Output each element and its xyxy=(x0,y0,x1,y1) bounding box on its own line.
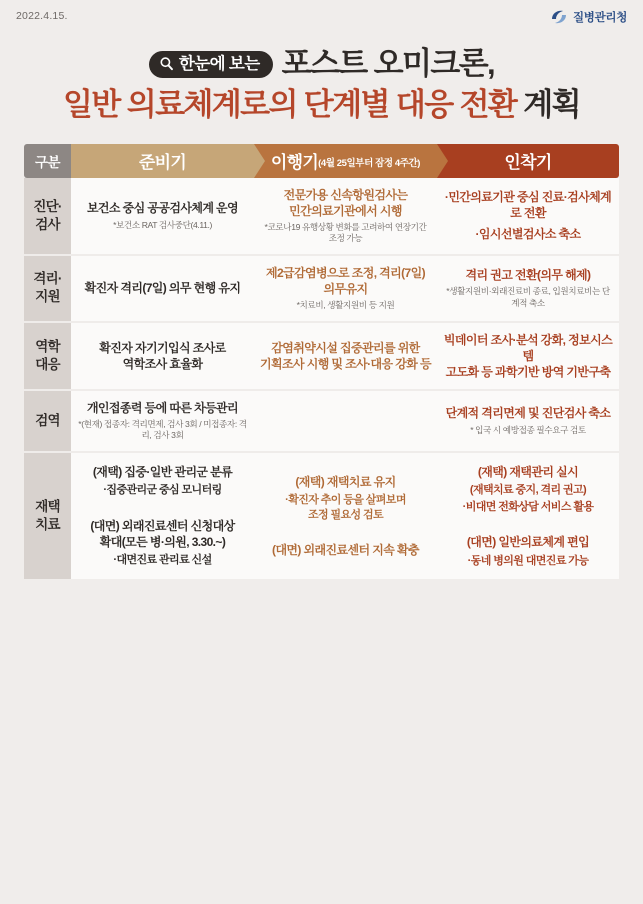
arrow-right-icon xyxy=(254,144,265,178)
note: *코로나19 유행상황 변화를 고려하여 연장기간 조정 가능 xyxy=(264,221,427,244)
text: ·민간의료기관 중심 진료·검사체계로 전환 xyxy=(444,190,612,221)
text: 격리 권고 전환(의무 해제) xyxy=(465,268,591,283)
row-label-isolation: 격리·지원 xyxy=(24,256,71,323)
cell-quarantine-prep xyxy=(71,391,254,453)
group-1 xyxy=(443,462,613,517)
cell-epi-land xyxy=(437,323,619,391)
text: 조정 필요성 검토 xyxy=(307,508,384,521)
text: (재택) 집중·일반 관리군 분류 xyxy=(92,465,233,480)
cell-epi-trans xyxy=(254,323,437,391)
text: ·확진자 추이 등을 살펴보며 xyxy=(285,493,406,506)
agency-name: 질병관리청 xyxy=(572,12,627,24)
text: 감염취약시설 집중관리를 위한 xyxy=(271,340,420,355)
text: (대면) 외래진료센터 신청대상 xyxy=(90,519,235,534)
text: (대면) 일반의료체계 편입 xyxy=(466,535,590,550)
cell-epi-prep xyxy=(71,323,254,391)
group-1 xyxy=(77,462,248,500)
text: (재택) 재택치료 유지 xyxy=(295,474,396,489)
text: 역학조사 효율화 xyxy=(122,356,203,371)
row-label-quarantine: 검역 xyxy=(24,391,71,453)
group-2 xyxy=(260,540,431,560)
plan-table xyxy=(24,144,619,580)
text: 보건소 중심 공공검사체계 운영 xyxy=(86,201,239,216)
cell-quarantine-land xyxy=(437,391,619,453)
note: *치료비, 생활지원비 등 지원 xyxy=(296,299,395,310)
text: 고도화 등 과학기반 방역 기반구축 xyxy=(445,364,611,379)
table-row xyxy=(24,178,619,256)
text: 민간의료기관에서 시행 xyxy=(289,203,402,218)
row-label-epidemiology: 역학대응 xyxy=(24,323,71,391)
header-preparation-label: 준비기 xyxy=(138,153,187,173)
text: 개인접종력 등에 따른 차등관리 xyxy=(86,400,239,415)
top-bar xyxy=(0,0,643,34)
cell-home-land xyxy=(437,453,619,579)
row-label-home-treatment: 재택치료 xyxy=(24,453,71,579)
text: 빅데이터 조사·분석 강화, 정보시스템 xyxy=(443,332,613,363)
text: ·대면진료 관리료 신설 xyxy=(113,554,212,567)
text: (대면) 외래진료센터 지속 확충 xyxy=(272,543,419,558)
cell-home-prep xyxy=(71,453,254,579)
title-row-1 xyxy=(0,48,643,81)
text: ·임시선별검사소 축소 xyxy=(475,227,581,242)
text: 제2급감염병으로 조정, 격리(7일) 의무유지 xyxy=(265,265,426,296)
agency-logo-icon xyxy=(550,8,568,26)
header-landing: 인착기 xyxy=(437,144,619,178)
group-2 xyxy=(77,516,248,570)
title-block xyxy=(0,48,643,122)
magnifier-icon xyxy=(159,56,174,71)
text: ·비대면 전화상담 서비스 활용 xyxy=(462,500,594,513)
note: *생활지원비·외래진료비 종료, 입원치료비는 단계적 축소 xyxy=(446,286,610,308)
header-gubun: 구분 xyxy=(24,144,71,178)
pill-label: 한눈에 보는 xyxy=(178,54,260,73)
cell-diagnosis-land xyxy=(437,178,619,256)
header-transition-sublabel: (4월 25일부터 잠정 4주간) xyxy=(318,158,421,170)
at-a-glance-pill xyxy=(149,51,273,79)
note: *(현재) 접종자: 격리면제, 검사 3회 / 미접종자: 격리, 검사 3회 xyxy=(78,418,247,441)
publish-date: 2022.4.15. xyxy=(16,10,68,22)
text: 확진자 자기기입식 조사로 xyxy=(99,340,226,355)
cell-isolation-trans xyxy=(254,256,437,323)
text: 기획조사 시행 및 조사·대응 강화 등 xyxy=(260,356,431,371)
table-row xyxy=(24,323,619,391)
table-row xyxy=(24,256,619,323)
title-line-2-tail: 계획 xyxy=(516,86,580,122)
table-row xyxy=(24,453,619,579)
agency-brand xyxy=(550,8,627,26)
title-row-2 xyxy=(0,88,643,122)
note: *보건소 RAT 검사중단(4.11.) xyxy=(113,219,212,230)
text: ·동네 병의원 대면진료 가능 xyxy=(467,554,589,567)
table-row xyxy=(24,391,619,453)
cell-diagnosis-prep xyxy=(71,178,254,256)
header-preparation xyxy=(71,144,254,178)
text: (재택) 재택관리 실시 xyxy=(477,464,579,479)
cell-quarantine-trans xyxy=(254,391,437,453)
text: 전문가용 신속항원검사는 xyxy=(283,187,408,202)
cell-isolation-land xyxy=(437,256,619,323)
title-line-2-accent: 일반 의료체계로의 단계별 대응 전환 xyxy=(63,86,517,122)
text: 확진자 격리(7일) 의무 현행 유지 xyxy=(84,281,241,296)
text: 단계적 격리면제 및 진단검사 축소 xyxy=(445,406,611,421)
plan-table-wrap xyxy=(24,144,619,580)
table-header-row xyxy=(24,144,619,178)
header-transition-label: 이행기 xyxy=(270,153,319,173)
title-line-1: 포스트 오미크론, xyxy=(281,46,495,81)
row-label-diagnosis: 진단·검사 xyxy=(24,178,71,256)
group-1 xyxy=(260,472,431,525)
text: (재택치료 중지, 격리 권고) xyxy=(469,483,587,496)
cell-diagnosis-trans xyxy=(254,178,437,256)
arrow-right-icon xyxy=(437,144,448,178)
text: ·집중관리군 중심 모니터링 xyxy=(103,484,222,497)
cell-isolation-prep xyxy=(71,256,254,323)
note: * 입국 시 예방접종 필수요구 검토 xyxy=(470,424,586,435)
header-transition xyxy=(254,144,437,178)
text: 확대(모든 병·의원, 3.30.~) xyxy=(99,535,226,550)
cell-home-trans xyxy=(254,453,437,579)
group-2 xyxy=(443,532,613,570)
